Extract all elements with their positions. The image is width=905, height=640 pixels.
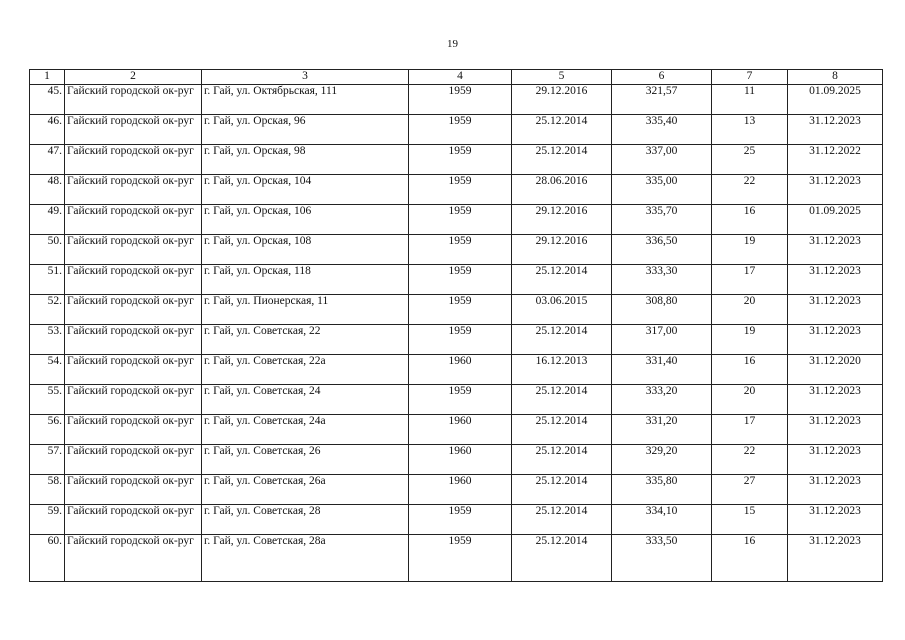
construction-year-cell: 1959	[409, 175, 512, 205]
area-cell: 308,80	[612, 295, 712, 325]
recognition-date-cell: 25.12.2014	[512, 445, 612, 475]
address-cell: г. Гай, ул. Советская, 24	[202, 385, 409, 415]
construction-year-cell: 1959	[409, 85, 512, 115]
address-cell: г. Гай, ул. Орская, 98	[202, 145, 409, 175]
column-number-header-row	[30, 70, 883, 85]
column-header: 2	[65, 70, 202, 85]
address-cell: г. Гай, ул. Октябрьская, 111	[202, 85, 409, 115]
address-cell: г. Гай, ул. Советская, 24а	[202, 415, 409, 445]
residents-count-cell: 17	[712, 265, 788, 295]
residents-count-cell: 16	[712, 355, 788, 385]
resettlement-deadline-cell: 31.12.2023	[788, 475, 883, 505]
residents-count-cell: 19	[712, 235, 788, 265]
municipality-cell: Гайский городской ок-руг	[65, 115, 202, 145]
recognition-date-cell: 25.12.2014	[512, 325, 612, 355]
area-cell: 335,80	[612, 475, 712, 505]
row-number-cell: 51.	[30, 265, 65, 295]
address-cell: г. Гай, ул. Орская, 106	[202, 205, 409, 235]
register-body	[30, 85, 883, 582]
municipality-cell: Гайский городской ок-руг	[65, 535, 202, 582]
resettlement-deadline-cell: 31.12.2023	[788, 505, 883, 535]
recognition-date-cell: 29.12.2016	[512, 85, 612, 115]
resettlement-deadline-cell: 31.12.2020	[788, 355, 883, 385]
address-cell: г. Гай, ул. Советская, 26	[202, 445, 409, 475]
row-number-cell: 56.	[30, 415, 65, 445]
table-row	[30, 85, 883, 115]
address-cell: г. Гай, ул. Орская, 96	[202, 115, 409, 145]
address-cell: г. Гай, ул. Пионерская, 11	[202, 295, 409, 325]
area-cell: 321,57	[612, 85, 712, 115]
recognition-date-cell: 25.12.2014	[512, 415, 612, 445]
municipality-cell: Гайский городской ок-руг	[65, 175, 202, 205]
resettlement-deadline-cell: 31.12.2023	[788, 235, 883, 265]
recognition-date-cell: 25.12.2014	[512, 535, 612, 582]
construction-year-cell: 1959	[409, 535, 512, 582]
municipality-cell: Гайский городской ок-руг	[65, 415, 202, 445]
construction-year-cell: 1960	[409, 475, 512, 505]
area-cell: 331,20	[612, 415, 712, 445]
residents-count-cell: 17	[712, 415, 788, 445]
register-table	[29, 69, 883, 582]
recognition-date-cell: 25.12.2014	[512, 385, 612, 415]
municipality-cell: Гайский городской ок-руг	[65, 145, 202, 175]
recognition-date-cell: 25.12.2014	[512, 505, 612, 535]
row-number-cell: 60.	[30, 535, 65, 582]
address-cell: г. Гай, ул. Орская, 104	[202, 175, 409, 205]
row-number-cell: 57.	[30, 445, 65, 475]
address-cell: г. Гай, ул. Советская, 28	[202, 505, 409, 535]
residents-count-cell: 11	[712, 85, 788, 115]
row-number-cell: 53.	[30, 325, 65, 355]
recognition-date-cell: 29.12.2016	[512, 235, 612, 265]
construction-year-cell: 1959	[409, 295, 512, 325]
recognition-date-cell: 25.12.2014	[512, 265, 612, 295]
construction-year-cell: 1960	[409, 415, 512, 445]
construction-year-cell: 1959	[409, 235, 512, 265]
row-number-cell: 47.	[30, 145, 65, 175]
address-cell: г. Гай, ул. Советская, 22а	[202, 355, 409, 385]
row-number-cell: 46.	[30, 115, 65, 145]
column-header: 8	[788, 70, 883, 85]
area-cell: 335,70	[612, 205, 712, 235]
row-number-cell: 52.	[30, 295, 65, 325]
column-header: 6	[612, 70, 712, 85]
column-header: 5	[512, 70, 612, 85]
row-number-cell: 45.	[30, 85, 65, 115]
row-number-cell: 55.	[30, 385, 65, 415]
area-cell: 331,40	[612, 355, 712, 385]
area-cell: 317,00	[612, 325, 712, 355]
residents-count-cell: 19	[712, 325, 788, 355]
resettlement-deadline-cell: 31.12.2023	[788, 535, 883, 582]
table-row	[30, 295, 883, 325]
recognition-date-cell: 16.12.2013	[512, 355, 612, 385]
recognition-date-cell: 25.12.2014	[512, 475, 612, 505]
row-number-cell: 50.	[30, 235, 65, 265]
residents-count-cell: 16	[712, 535, 788, 582]
residents-count-cell: 13	[712, 115, 788, 145]
area-cell: 337,00	[612, 145, 712, 175]
table-row	[30, 475, 883, 505]
table-row	[30, 265, 883, 295]
area-cell: 334,10	[612, 505, 712, 535]
table-row	[30, 505, 883, 535]
municipality-cell: Гайский городской ок-руг	[65, 385, 202, 415]
municipality-cell: Гайский городской ок-руг	[65, 475, 202, 505]
municipality-cell: Гайский городской ок-руг	[65, 505, 202, 535]
address-cell: г. Гай, ул. Орская, 118	[202, 265, 409, 295]
recognition-date-cell: 03.06.2015	[512, 295, 612, 325]
resettlement-deadline-cell: 31.12.2023	[788, 445, 883, 475]
column-header: 4	[409, 70, 512, 85]
residents-count-cell: 25	[712, 145, 788, 175]
municipality-cell: Гайский городской ок-руг	[65, 325, 202, 355]
construction-year-cell: 1959	[409, 265, 512, 295]
address-cell: г. Гай, ул. Орская, 108	[202, 235, 409, 265]
area-cell: 333,50	[612, 535, 712, 582]
table-row	[30, 385, 883, 415]
row-number-cell: 54.	[30, 355, 65, 385]
area-cell: 329,20	[612, 445, 712, 475]
table-row	[30, 445, 883, 475]
recognition-date-cell: 25.12.2014	[512, 115, 612, 145]
construction-year-cell: 1959	[409, 145, 512, 175]
address-cell: г. Гай, ул. Советская, 28а	[202, 535, 409, 582]
construction-year-cell: 1959	[409, 385, 512, 415]
municipality-cell: Гайский городской ок-руг	[65, 85, 202, 115]
area-cell: 335,00	[612, 175, 712, 205]
area-cell: 336,50	[612, 235, 712, 265]
municipality-cell: Гайский городской ок-руг	[65, 205, 202, 235]
residents-count-cell: 20	[712, 295, 788, 325]
area-cell: 333,20	[612, 385, 712, 415]
table-row	[30, 325, 883, 355]
table-row	[30, 415, 883, 445]
resettlement-deadline-cell: 31.12.2023	[788, 175, 883, 205]
area-cell: 333,30	[612, 265, 712, 295]
resettlement-deadline-cell: 01.09.2025	[788, 205, 883, 235]
row-number-cell: 49.	[30, 205, 65, 235]
construction-year-cell: 1959	[409, 505, 512, 535]
recognition-date-cell: 25.12.2014	[512, 145, 612, 175]
address-cell: г. Гай, ул. Советская, 22	[202, 325, 409, 355]
municipality-cell: Гайский городской ок-руг	[65, 355, 202, 385]
resettlement-deadline-cell: 31.12.2023	[788, 325, 883, 355]
construction-year-cell: 1960	[409, 355, 512, 385]
recognition-date-cell: 28.06.2016	[512, 175, 612, 205]
construction-year-cell: 1959	[409, 205, 512, 235]
table-row	[30, 175, 883, 205]
column-header: 1	[30, 70, 65, 85]
construction-year-cell: 1959	[409, 115, 512, 145]
residents-count-cell: 27	[712, 475, 788, 505]
construction-year-cell: 1959	[409, 325, 512, 355]
construction-year-cell: 1960	[409, 445, 512, 475]
residents-count-cell: 16	[712, 205, 788, 235]
resettlement-deadline-cell: 31.12.2023	[788, 385, 883, 415]
resettlement-deadline-cell: 31.12.2022	[788, 145, 883, 175]
row-number-cell: 59.	[30, 505, 65, 535]
column-header: 7	[712, 70, 788, 85]
row-number-cell: 58.	[30, 475, 65, 505]
column-header: 3	[202, 70, 409, 85]
municipality-cell: Гайский городской ок-руг	[65, 445, 202, 475]
address-cell: г. Гай, ул. Советская, 26а	[202, 475, 409, 505]
area-cell: 335,40	[612, 115, 712, 145]
resettlement-deadline-cell: 31.12.2023	[788, 295, 883, 325]
resettlement-deadline-cell: 31.12.2023	[788, 265, 883, 295]
resettlement-deadline-cell: 01.09.2025	[788, 85, 883, 115]
resettlement-deadline-cell: 31.12.2023	[788, 415, 883, 445]
table-row	[30, 535, 883, 582]
residents-count-cell: 22	[712, 175, 788, 205]
residents-count-cell: 20	[712, 385, 788, 415]
residents-count-cell: 22	[712, 445, 788, 475]
table-row	[30, 355, 883, 385]
row-number-cell: 48.	[30, 175, 65, 205]
page-number: 19	[447, 38, 458, 50]
municipality-cell: Гайский городской ок-руг	[65, 235, 202, 265]
municipality-cell: Гайский городской ок-руг	[65, 295, 202, 325]
recognition-date-cell: 29.12.2016	[512, 205, 612, 235]
table-row	[30, 205, 883, 235]
residents-count-cell: 15	[712, 505, 788, 535]
municipality-cell: Гайский городской ок-руг	[65, 265, 202, 295]
table-row	[30, 235, 883, 265]
table-row	[30, 145, 883, 175]
resettlement-deadline-cell: 31.12.2023	[788, 115, 883, 145]
table-row	[30, 115, 883, 145]
